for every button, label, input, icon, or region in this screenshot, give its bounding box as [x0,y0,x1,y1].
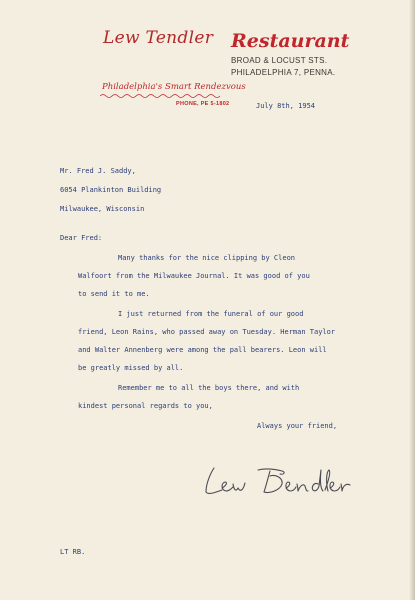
letterhead-address-line1: BROAD & LOCUST STS. [231,56,328,65]
body-line: kindest personal regards to you, [78,402,213,410]
body-line: Many thanks for the nice clipping by Cleon [118,254,296,262]
body-line: be greatly missed by all. [78,364,184,372]
typist-initials: LT RB. [60,548,86,556]
page-edge-shadow [409,0,415,600]
letterhead-name: Lew Tendler [103,28,214,48]
body-line: Remember me to all the boys there, and with [118,384,300,392]
letterhead-address-line2: PHILADELPHIA 7, PENNA. [231,68,336,77]
letterhead-business: Restaurant [231,30,350,52]
recipient-line: Mr. Fred J. Saddy, [60,167,136,175]
recipient-line: Milwaukee, Wisconsin [60,205,145,213]
body-line: I just returned from the funeral of our good [118,310,304,318]
letterhead-phone: PHONE, PE 5-1802 [176,101,230,107]
salutation: Dear Fred: [60,234,103,242]
letterhead-tagline: Philadelphia's Smart Rendezvous [102,82,246,92]
letter-date: July 8th, 1954 [256,102,316,110]
handwritten-signature [200,460,370,505]
body-line: to send it to me. [78,290,150,298]
body-line: Walfoort from the Milwaukee Journal. It was good of you [78,272,310,280]
body-line: and Walter Annenberg were among the pall bearers. Leon will [78,346,327,354]
recipient-line: 6054 Plankinton Building [60,186,162,194]
decorative-wave-underline [100,93,224,99]
closing: Always your friend, [257,422,338,430]
body-line: friend, Leon Rains, who passed away on Tuesday. Herman Taylor [78,328,336,336]
